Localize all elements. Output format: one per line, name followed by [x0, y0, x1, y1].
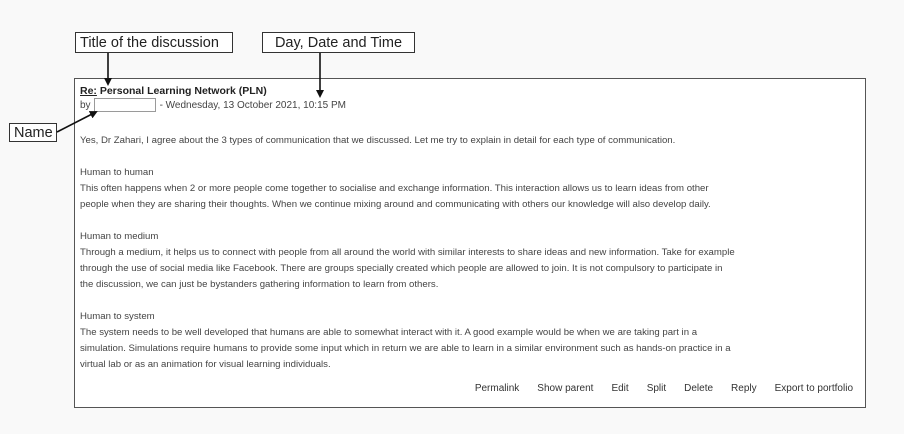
h2h-line-2: people when they are sharing their thoughts. When we continue mixing around and communicating with others our knowledge will also develop daily.	[80, 199, 711, 210]
split-link[interactable]: Split	[646, 383, 667, 394]
date-annotation-text: Day, Date and Time	[274, 34, 403, 51]
post-body	[80, 133, 862, 373]
name-annotation-label	[9, 123, 57, 142]
h2m-line-1: Through a medium, it helps us to connect with people from all around the world with similar interests to share ideas and new information. Take for example	[80, 247, 735, 258]
post-byline	[80, 98, 346, 112]
paragraph-gap	[80, 293, 862, 309]
h2s-line-1: The system needs to be well developed that humans are able to somewhat interact with it. A good example would be when we are taking part in a	[80, 327, 698, 338]
permalink-link[interactable]: Permalink	[474, 383, 520, 394]
reply-link[interactable]: Reply	[731, 383, 757, 394]
edit-link[interactable]: Edit	[611, 383, 629, 394]
h2s-line-2: simulation. Simulations require humans to provide some input which in return we are able to learn in a similar environment such as hands-on practice in a	[80, 343, 731, 354]
title-annotation-text: Title of the discussion	[80, 34, 219, 51]
h2h-heading: Human to human	[80, 167, 154, 178]
post-date: - Wednesday, 13 October 2021, 10:15 PM	[159, 99, 346, 111]
post-title-prefix: Re:	[80, 85, 97, 97]
h2m-line-3: the discussion, we can just be bystanders gathering information to learn from others.	[80, 279, 439, 290]
name-annotation-text: Name	[14, 124, 53, 141]
forum-post	[74, 78, 866, 408]
post-title-text: Personal Learning Network (PLN)	[96, 85, 267, 97]
by-label: by	[80, 99, 91, 111]
h2m-line-2: through the use of social media like Facebook. There are groups specially created which people are allowed to join. It is not compulsory to participate in	[80, 263, 723, 274]
author-name-redacted[interactable]	[94, 98, 156, 112]
paragraph-gap	[80, 149, 862, 165]
post-title	[80, 85, 267, 97]
paragraph-gap	[80, 213, 862, 229]
intro-paragraph: Yes, Dr Zahari, I agree about the 3 types of communication that we discussed. Let me try to explain in detail for each type of communication.	[80, 135, 676, 146]
h2s-line-3: virtual lab or as an animation for visual learning individuals.	[80, 359, 331, 370]
date-annotation-label	[262, 32, 415, 53]
export-to-portfolio-link[interactable]: Export to portfolio	[774, 383, 853, 394]
post-commands	[475, 383, 853, 394]
title-annotation-label	[75, 32, 233, 53]
h2m-heading: Human to medium	[80, 231, 159, 242]
h2h-line-1: This often happens when 2 or more people come together to socialise and exchange information. This interaction allows us to learn ideas from other	[80, 183, 709, 194]
h2s-heading: Human to system	[80, 311, 155, 322]
delete-link[interactable]: Delete	[684, 383, 714, 394]
show-parent-link[interactable]: Show parent	[537, 383, 594, 394]
